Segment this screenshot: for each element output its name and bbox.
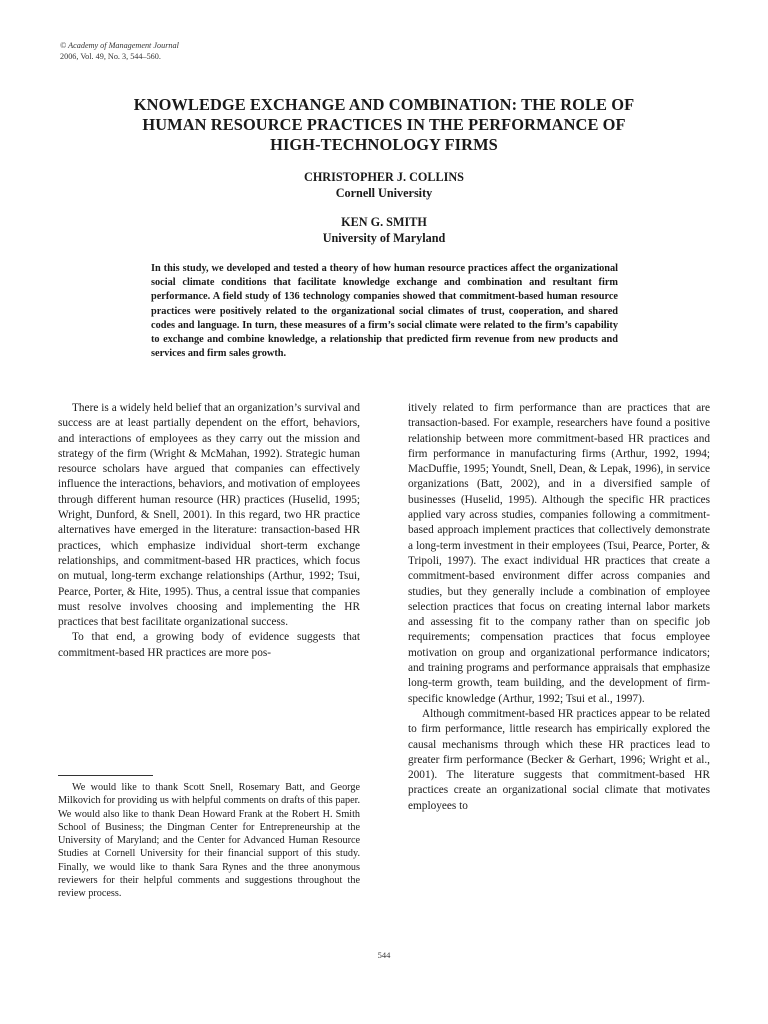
body-paragraph: Although commitment-based HR practices appear to be related to firm performance, little research has empirically explored the causal mechanisms through which these HR practices lead to greater firm performance (Becker & Gerhart, 1996; Wright et al., 2001). The literature suggests that commitment-based HR practices create an organizational social climate that motivates employees to bbox=[408, 707, 710, 812]
body-paragraph: To that end, a growing body of evidence suggests that commitment-based HR practices are more pos- bbox=[58, 631, 360, 659]
acknowledgement-footnote: We would like to thank Scott Snell, Rosemary Batt, and George Milkovich for providing us with helpful comments on drafts of this paper. We would also like to thank Dean Howard Frank at the Robert H. Smith School of Business; the Dingman Center for Entrepreneurship at the University of Maryland; and the Center for Advanced Human Resource Studies at Cornell University for their financial support of this study. Finally, we would like to thank Sara Rynes and the three anonymous reviewers for their helpful comments and suggestions throughout the review process. bbox=[58, 782, 360, 900]
title-line-3: HIGH-TECHNOLOGY FIRMS bbox=[270, 135, 498, 154]
page-number: 544 bbox=[377, 950, 391, 960]
journal-info bbox=[60, 41, 179, 62]
body-paragraph: There is a widely held belief that an organization’s survival and success are at least partially dependent on the effort, behaviors, and interactions of employees as they carry out the mission and strategy of the firm (Wright & McMahan, 1992). Strategic human resource scholars have argued that companies can effectively influence the interactions, behaviors, and motivation of employees through different human resource (HR) practices (Huselid, 1995; Wright, Dunford, & Snell, 2001). In this regard, two HR practice alternatives have emerged in the literature: transaction-based HR practices, which emphasize individual short-term exchange relationships, and commitment-based HR practices, which focus on mutual, long-term exchange relationships (Arthur, 1992; Tsui, Pearce, Porter, & Hite, 1995). Thus, a central issue that companies must resolve involves choosing and implementing the HR practices that best facilitate organizational success. bbox=[58, 402, 360, 629]
body-column-left bbox=[58, 401, 360, 661]
author-name: KEN G. SMITH bbox=[341, 215, 427, 229]
journal-citation: 2006, Vol. 49, No. 3, 544–560. bbox=[60, 51, 161, 61]
body-column-right bbox=[408, 401, 710, 814]
author-affiliation: Cornell University bbox=[335, 185, 433, 200]
title-line-1: KNOWLEDGE EXCHANGE AND COMBINATION: THE ROLE OF bbox=[133, 95, 635, 114]
author-block-1 bbox=[60, 170, 708, 201]
footnote-divider bbox=[58, 775, 153, 776]
body-paragraph: itively related to firm performance than are practices that are transaction-based. For example, researchers have found a positive relationship between more commitment-based HR practices and firm performance in manufacturing firms (Arthur, 1992, 1994; MacDuffie, 1995; Youndt, Snell, Dean, & Lepak, 1996), in service organizations (Batt, 2002), and in a diversified sample of businesses (Huselid, 1995). Although the specific HR practices applied vary across studies, companies following a commitment-based approach implement practices that collectively demonstrate a long-term investment in their employees (Tsui, Pearce, Porter, & Tripoli, 1997). The exact individual HR practices that create a commitment-based environment differ across companies and studies, but they generally include a combination of employee selection practices that focus on creating internal labor markets and assessing fit to the company rather than on specific job requirements; compensation practices that focus employee motivation on group and organizational performance indicators; and training programs and performance appraisals that emphasize long-term growth, team building, and the development of firm-specific knowledge (Arthur, 1992; Tsui et al., 1997). bbox=[408, 402, 710, 705]
paper-title bbox=[60, 95, 708, 155]
author-affiliation: University of Maryland bbox=[322, 230, 446, 245]
author-name: CHRISTOPHER J. COLLINS bbox=[304, 170, 464, 184]
author-block-2 bbox=[60, 215, 708, 246]
title-line-2: HUMAN RESOURCE PRACTICES IN THE PERFORMANCE OF bbox=[142, 115, 626, 134]
journal-copyright: © Academy of Management Journal bbox=[60, 41, 179, 50]
abstract: In this study, we developed and tested a theory of how human resource practices affect the organizational social climate conditions that facilitate knowledge exchange and combination and resultant firm performance. A field study of 136 technology companies showed that commitment-based human resource practices were positively related to the organizational social climates of trust, cooperation, and shared codes and language. In turn, these measures of a firm’s social climate were related to the firm’s capability to exchange and combine knowledge, a relationship that predicted firm revenue from new products and services and firm sales growth. bbox=[151, 263, 618, 360]
